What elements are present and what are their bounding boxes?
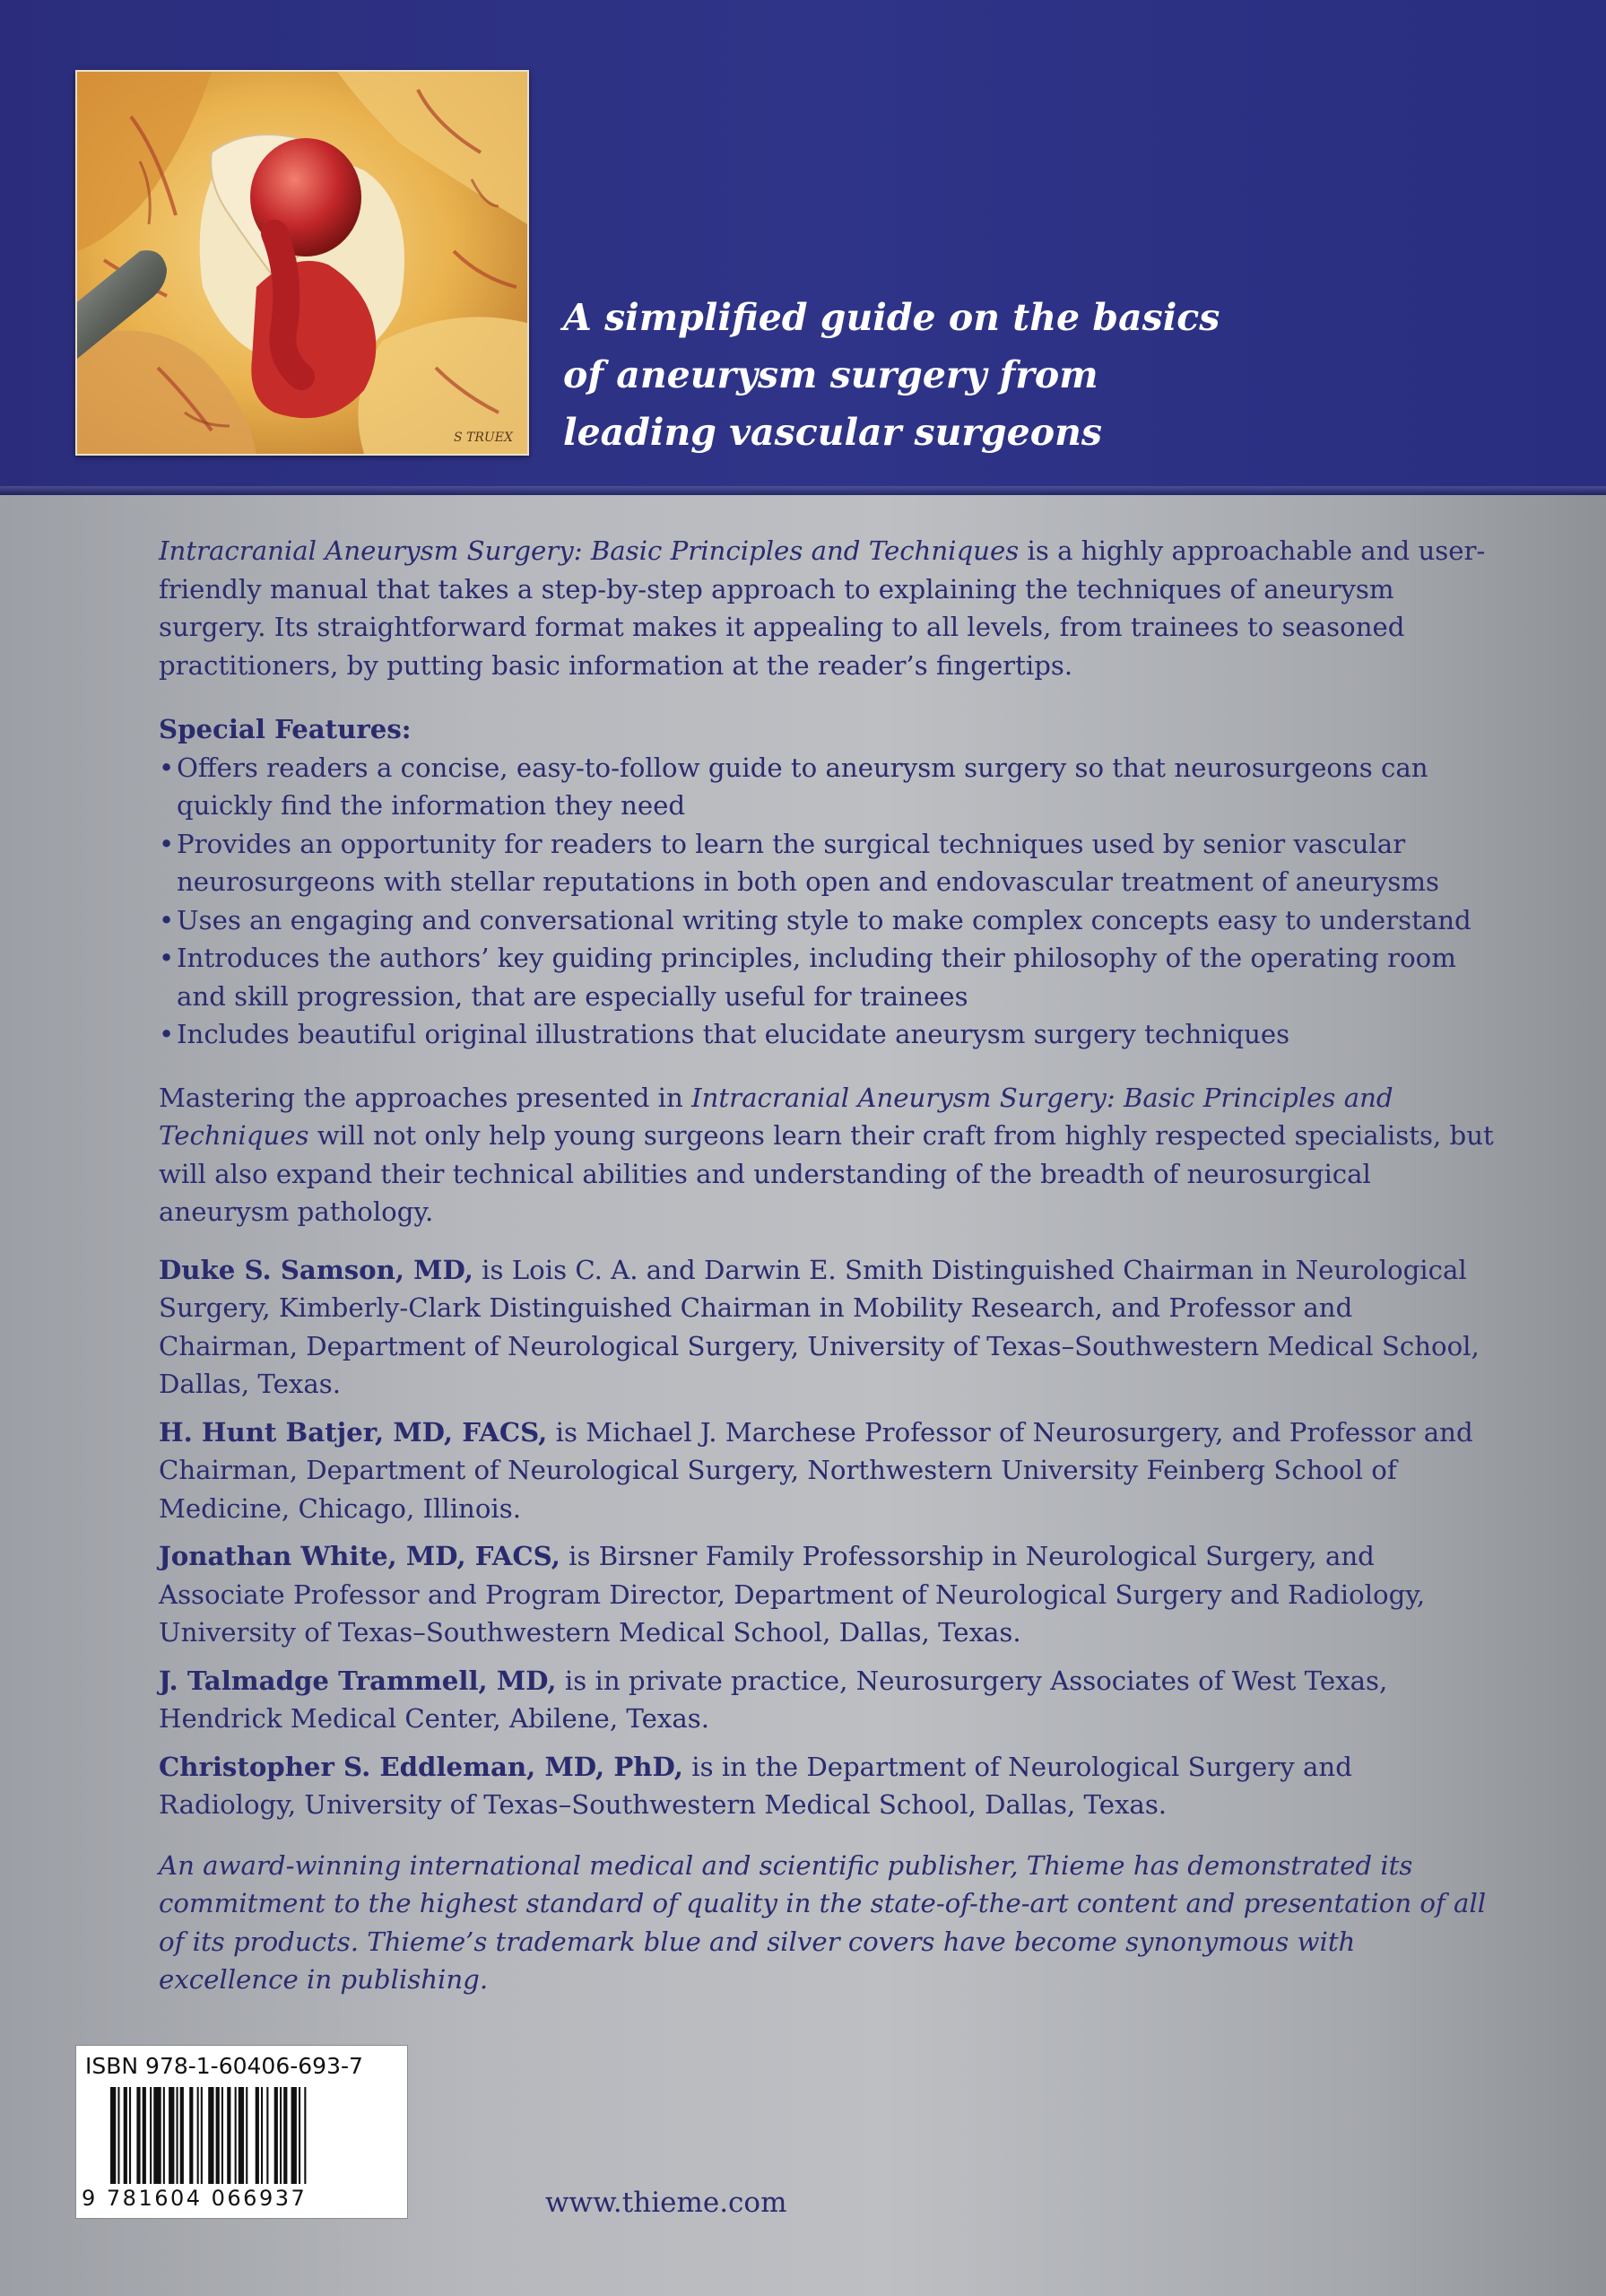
author-bio-text: is Michael J. Marchese Professor of Neurosurgery, and Professor and Chairman, Department of Neurological Surgery, Northwestern University Feinberg School of Medicine, Chicago, Illinois. [159, 1416, 1473, 1524]
barcode-bar [129, 2087, 131, 2184]
features-heading: Special Features: [159, 714, 412, 744]
barcode-bar [235, 2087, 237, 2184]
back-cover-copy [159, 532, 1495, 1999]
barcode-bar [124, 2087, 127, 2184]
author-bio [159, 1413, 1495, 1528]
barcode-digits: 9 781604 066937 [82, 2186, 308, 2211]
barcode-graphic [110, 2087, 379, 2184]
barcode-bar [274, 2087, 278, 2184]
author-bio [159, 1537, 1495, 1652]
publisher-blurb: An award-winning international medical and scientific publisher, Thieme has demonstrated its commitment to the highest standard of quality in the state-of-the-art content and presentation of all of its products. Thieme’s trademark blue and silver covers have become synonymous with excellence in publishing. [159, 1849, 1487, 1995]
author-name: Duke S. Samson, MD, [159, 1254, 473, 1285]
intro-paragraph [159, 532, 1495, 684]
isbn-number: ISBN 978-1-60406-693-7 [85, 2053, 363, 2079]
artist-signature: S TRUEX [454, 430, 513, 445]
feature-item: • Uses an engaging and conversational writing style to make complex concepts easy to understand [159, 901, 1495, 940]
barcode-bar [201, 2087, 203, 2184]
feature-item: • Offers readers a concise, easy-to-follow guide to aneurysm surgery so that neurosurgeons can quickly find the information they need [159, 749, 1495, 825]
barcode-bar [283, 2087, 287, 2184]
tagline-line-2: of aneurysm surgery from [563, 353, 1098, 396]
barcode-bar [110, 2087, 116, 2184]
feature-item: • Includes beautiful original illustrations that elucidate aneurysm surgery techniques [159, 1015, 1495, 1054]
author-bio-text: is Birsner Family Professorship in Neurological Surgery, and Associate Professor and Program Director, Department of Neurological Surgery and Radiology, University of Texas–Southwestern Medical School, Dallas, Texas. [159, 1541, 1426, 1648]
author-bio-text: is Lois C. A. and Darwin E. Smith Distinguished Chairman in Neurological Surgery, Kimberly-Clark Distinguished Chairman in Mobility Research, and Professor and Chairman, Department of Neurological Surgery, University of Texas–Southwestern Medical School, Dallas, Texas. [159, 1254, 1480, 1399]
barcode-bar [216, 2087, 220, 2184]
barcode-bar [261, 2087, 263, 2184]
barcode-bar [246, 2087, 247, 2184]
barcode-bar [227, 2087, 230, 2184]
barcode-bar [153, 2087, 161, 2184]
author-bio [159, 1662, 1495, 1738]
barcode-bar [299, 2087, 300, 2184]
barcode-bar [180, 2087, 184, 2184]
author-bio [159, 1748, 1495, 1824]
barcode-bar [256, 2087, 259, 2184]
author-name: H. Hunt Batjer, MD, FACS, [159, 1416, 548, 1448]
surgical-illustration [75, 70, 529, 456]
barcode-bar [280, 2087, 282, 2184]
barcode-bar [291, 2087, 297, 2184]
author-name: Christopher S. Eddleman, MD, PhD, [159, 1751, 683, 1782]
author-bio-text: is in private practice, Neurosurgery Associates of West Texas, Hendrick Medical Center, Abilene, Texas. [159, 1665, 1388, 1734]
barcode-bar [177, 2087, 178, 2184]
tagline-line-1: A simplified guide on the basics [563, 296, 1220, 339]
barcode-bar [117, 2087, 119, 2184]
author-name: J. Talmadge Trammell, MD, [159, 1665, 557, 1696]
barcode-bar [239, 2087, 244, 2184]
publisher-website: www.thieme.com [545, 2187, 787, 2219]
features-list [159, 749, 1495, 1054]
barcode-bar [136, 2087, 140, 2184]
barcode-bar [208, 2087, 213, 2184]
barcode-bar [163, 2087, 165, 2184]
author-name: Jonathan White, MD, FACS, [159, 1541, 560, 1571]
tagline-line-3: leading vascular surgeons [563, 411, 1102, 454]
intro-text: is a highly approachable and user-friendly manual that takes a step-by-step approach to explaining the techniques of aneurysm surgery. Its straightforward format makes it appealing to all levels, from trainees to seasoned practitioners, by putting basic information at the reader’s fingertips. [159, 535, 1486, 681]
barcode-bar [150, 2087, 152, 2184]
feature-item: • Provides an opportunity for readers to learn the surgical techniques used by senior vascular neurosurgeons with stellar reputations in both open and endovascular treatment of aneurysms [159, 825, 1495, 901]
barcode-bar [169, 2087, 174, 2184]
mastering-suffix: will not only help young surgeons learn their craft from highly respected specialists, but will also expand their technical abilities and understanding of the breadth of neurosurgical aneurysm pathology. [159, 1120, 1494, 1227]
barcode-bar [266, 2087, 268, 2184]
barcode-bar [189, 2087, 193, 2184]
mastering-book-title: Intracranial Aneurysm Surgery: Basic Principles and Techniques [159, 1082, 1393, 1151]
barcode-bar [221, 2087, 223, 2184]
book-title: Intracranial Aneurysm Surgery: Basic Principles and Techniques [159, 535, 1020, 566]
barcode-bar [304, 2087, 306, 2184]
isbn-barcode-panel [75, 2045, 408, 2219]
barcode-bar [143, 2087, 146, 2184]
author-bio [159, 1251, 1495, 1404]
feature-item: • Introduces the authors’ key guiding principles, including their philosophy of the operating room and skill progression, that are especially useful for trainees [159, 939, 1495, 1015]
cover-tagline [563, 289, 1245, 461]
mastering-paragraph [159, 1079, 1495, 1231]
author-bio-text: is in the Department of Neurological Surgery and Radiology, University of Texas–Southwestern Medical School, Dallas, Texas. [159, 1751, 1352, 1820]
barcode-bar [197, 2087, 199, 2184]
mastering-prefix: Mastering the approaches presented in [159, 1082, 692, 1113]
